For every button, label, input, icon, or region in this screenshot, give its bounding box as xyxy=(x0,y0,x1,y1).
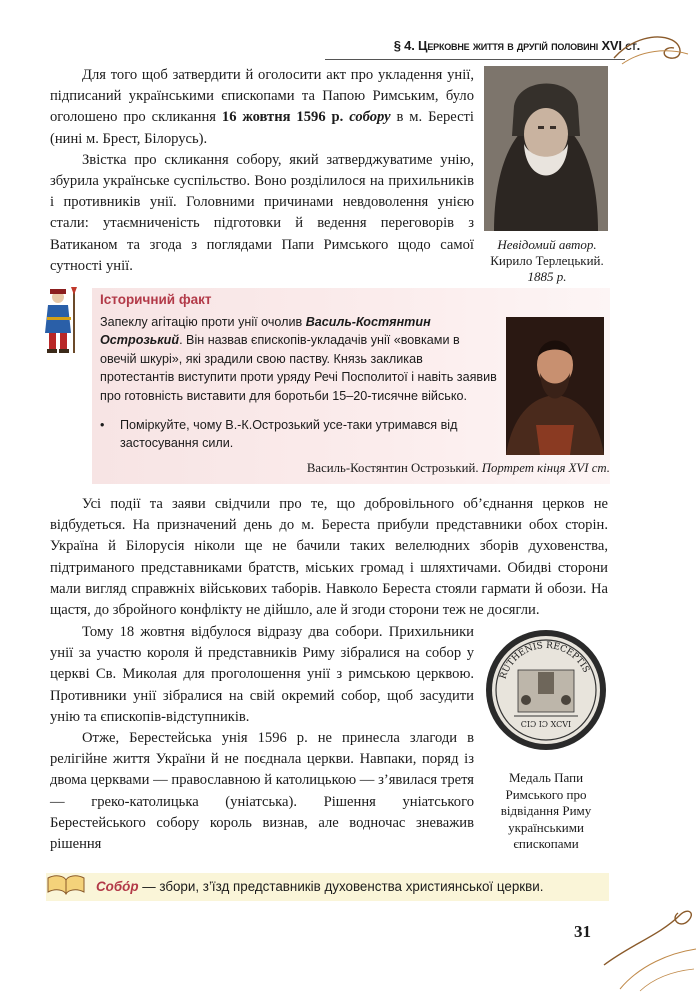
body-text-full xyxy=(50,494,608,621)
person-name-highlight: Василь-Костянтин Острозький xyxy=(100,315,431,348)
flourish-ornament-icon xyxy=(600,905,700,993)
fact-caption xyxy=(250,461,610,476)
question-text: Поміркуйте, чому В.-К.Острозький усе-таки утримався від застосування сили. xyxy=(120,418,458,451)
text-run: Для того щоб затвердити й оголосити акт про укладення унії, підписаний українськими єпископами та Папою Римським, було оголошено про скликання xyxy=(50,67,474,126)
page-number: 31 xyxy=(574,922,591,941)
open-book-icon xyxy=(46,872,86,896)
paragraph: Звістка про скликання собору, який затверджуватиме унію, збурила українське суспільство. Воно розділилося на прихильників і противників унії. Головними причинами невдоволення унією стали: утаємниченість підготовки й ведення переговорів з Ватиканом та згода з поглядами Папи Римського щодо самої сутності унії. xyxy=(50,151,474,274)
paragraph: Тому 18 жовтня відбулося відразу два собори. Прихильники унії за участю короля й представників Риму зібралися на собор у церкві Св. Миколая для проголошення унії з римською церквою. Противники унії зібралися на свій окремий собор, щоб засудити унію та єпископів-відступників. xyxy=(50,624,474,725)
medal-inscription-top: RUTHENIS RECEPTIS xyxy=(498,640,591,681)
portrait-terletsky xyxy=(484,66,608,231)
caption-name: Кирило Терлецький. xyxy=(490,253,604,268)
medal-inscription-bottom: CIƆ IƆ XCVI xyxy=(520,720,572,729)
bullet-icon: • xyxy=(100,418,105,432)
flourish-ornament-icon xyxy=(612,28,692,70)
text-run: в м. Бересті (нині м. Брест, Білорусь). xyxy=(50,109,474,147)
papal-medal-image xyxy=(484,628,608,752)
caption-name: Василь-Костянтин Острозький. xyxy=(306,461,479,475)
portrait-ostrozky xyxy=(506,317,604,455)
section-number: § 4. xyxy=(393,38,415,53)
cossack-figure-icon xyxy=(38,285,86,355)
paragraph: Отже, Берестейська унія 1596 р. не принесла злагоди в релігійне життя України й не поєднала церкви. Навпаки, поряд із двома церквами — православною й католицькою — з’явилася третя — греко-католицька (уніатська). Рішення уніатського Берестейського собору король визнав, але водночас зневажив рішення xyxy=(50,730,474,853)
glossary-term: Собо́р xyxy=(96,879,139,894)
paragraph xyxy=(50,65,474,150)
caption-year: 1885 р. xyxy=(527,269,567,284)
portrait-image xyxy=(506,317,604,455)
header-rule xyxy=(325,59,625,60)
glossary-text: — збори, з’їзд представників духовенства християнської церкви. xyxy=(138,879,544,894)
text-run: Запеклу агітацію проти унії очолив xyxy=(100,315,306,329)
glossary-definition xyxy=(96,879,543,894)
caption-author: Невідомий автор. xyxy=(497,237,597,252)
paragraph: Усі події та заяви свідчили про те, що добровільного об’єднання церков не відбудеться. На призначений день до м. Береста прибули представники обох сторін. Україна й Білорусія ніколи ще не бачили таких велелюдних зборів духовенства, підтриманого представниками братств, міських громад і шляхтичами. Обидві сторони мали вигляд справжніх військових таборів. Навколо Береста стояли гармати й обози. На щастя, до збройного конфлікту не дійшло, але й згоди сторони теж не досягли. xyxy=(50,496,608,619)
section-title: Церковне життя в другій половині XVI ст. xyxy=(418,38,640,53)
fact-text xyxy=(100,313,498,405)
portrait-caption xyxy=(480,237,614,285)
medal-caption: Медаль Папи Римського про відвідання Риму українськими єпископами xyxy=(500,770,592,851)
body-text-narrow xyxy=(50,622,474,855)
fact-question xyxy=(100,416,498,453)
intro-text xyxy=(50,65,474,277)
caption-desc: Портрет кінця XVI ст. xyxy=(481,461,610,475)
portrait-image xyxy=(484,66,608,231)
fact-title: Історичний факт xyxy=(100,292,212,307)
date-highlight: 16 жовтня 1596 р. xyxy=(221,109,344,126)
text-run: . Він назвав єпископів-укладачів унії «вовками в овечій шкурі», які зрадили свою паству. Князь закликав протестантів виступити проти уряду Речі Посполитої і навіть заявив про готовність виставити для боротьби 15–20-тисячне військо. xyxy=(100,333,497,403)
term-highlight: собору xyxy=(349,109,391,126)
